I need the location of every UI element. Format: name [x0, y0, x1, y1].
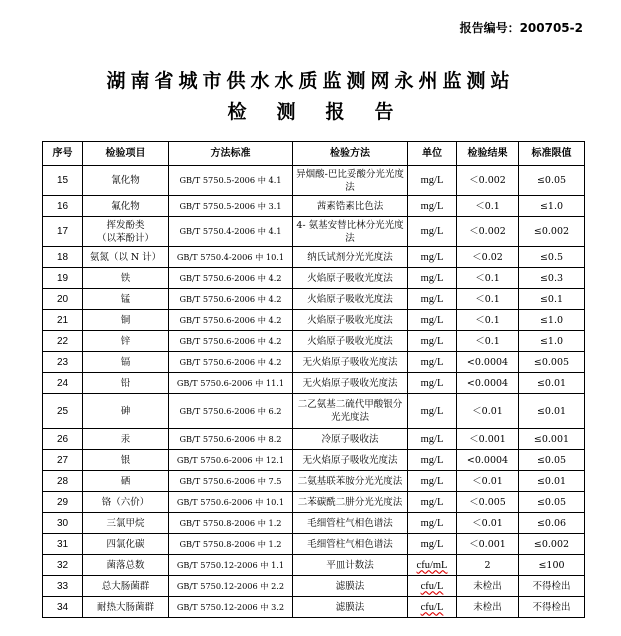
row-seq: 20 [43, 289, 83, 310]
row-method: 无火焰原子吸收光度法 [293, 373, 408, 394]
row-standard: GB/T 5750.4-2006 中 4.1 [169, 217, 293, 247]
report-title-type: 检测报告 [227, 101, 424, 123]
row-result: ＜0.005 [457, 492, 519, 513]
row-unit: mg/L [408, 310, 457, 331]
row-result: ＜0.1 [457, 196, 519, 217]
row-seq: 15 [43, 166, 83, 196]
row-item: 汞 [83, 429, 169, 450]
row-result: 未检出 [457, 576, 519, 597]
row-seq: 29 [43, 492, 83, 513]
table-row [43, 513, 585, 534]
row-standard: GB/T 5750.8-2006 中 1.2 [169, 534, 293, 555]
table-row [43, 247, 585, 268]
row-item: 砷 [83, 394, 169, 429]
table-row [43, 555, 585, 576]
row-limit: 不得检出 [519, 576, 585, 597]
row-result: ＜0.1 [457, 331, 519, 352]
row-method: 滤膜法 [293, 597, 408, 618]
row-seq: 30 [43, 513, 83, 534]
row-item: 氨氮（以 N 计） [83, 247, 169, 268]
row-item: 银 [83, 450, 169, 471]
table-row [43, 394, 585, 429]
row-limit: ≤0.001 [519, 429, 585, 450]
row-method: 二乙氨基二硫代甲酸银分光光度法 [293, 394, 408, 429]
row-standard: GB/T 5750.5-2006 中 4.1 [169, 166, 293, 196]
table-row [43, 373, 585, 394]
row-unit: mg/L [408, 289, 457, 310]
row-standard: GB/T 5750.6-2006 中 7.5 [169, 471, 293, 492]
header-method: 检验方法 [293, 142, 408, 166]
row-result: 未检出 [457, 597, 519, 618]
row-seq: 31 [43, 534, 83, 555]
row-unit: mg/L [408, 352, 457, 373]
table-row [43, 289, 585, 310]
row-result: ＜0.1 [457, 268, 519, 289]
row-item: 三氯甲烷 [83, 513, 169, 534]
row-item: 耐热大肠菌群 [83, 597, 169, 618]
header-seq: 序号 [43, 142, 83, 166]
table-row [43, 352, 585, 373]
row-item: 铁 [83, 268, 169, 289]
header-result: 检验结果 [457, 142, 519, 166]
row-method: 4- 氨基安替比林分光光度法 [293, 217, 408, 247]
row-result: ＜0.1 [457, 289, 519, 310]
row-result: ＜0.002 [457, 217, 519, 247]
row-standard: GB/T 5750.8-2006 中 1.2 [169, 513, 293, 534]
row-standard: GB/T 5750.6-2006 中 4.2 [169, 310, 293, 331]
row-unit: mg/L [408, 247, 457, 268]
table-row [43, 310, 585, 331]
table-row [43, 429, 585, 450]
row-limit: ≤1.0 [519, 310, 585, 331]
row-standard: GB/T 5750.6-2006 中 4.2 [169, 289, 293, 310]
row-result: <0.0004 [457, 450, 519, 471]
row-method: 二氨基联苯胺分光光度法 [293, 471, 408, 492]
row-limit: ≤0.06 [519, 513, 585, 534]
row-standard: GB/T 5750.6-2006 中 4.2 [169, 331, 293, 352]
row-standard: GB/T 5750.6-2006 中 8.2 [169, 429, 293, 450]
row-result: ＜0.002 [457, 166, 519, 196]
row-limit: ≤0.05 [519, 450, 585, 471]
row-limit: ≤0.002 [519, 217, 585, 247]
row-unit: cfu/L [408, 576, 457, 597]
row-result: ＜0.001 [457, 534, 519, 555]
row-seq: 19 [43, 268, 83, 289]
row-method: 纳氏试剂分光光度法 [293, 247, 408, 268]
row-limit: ≤0.05 [519, 492, 585, 513]
row-seq: 33 [43, 576, 83, 597]
table-row [43, 217, 585, 247]
row-seq: 32 [43, 555, 83, 576]
row-limit: ≤0.005 [519, 352, 585, 373]
row-unit: mg/L [408, 450, 457, 471]
row-item: 菌落总数 [83, 555, 169, 576]
row-method: 火焰原子吸收光度法 [293, 289, 408, 310]
row-seq: 28 [43, 471, 83, 492]
report-title-organization: 湖南省城市供水水质监测网永州监测站 [106, 70, 515, 92]
row-method: 火焰原子吸收光度法 [293, 331, 408, 352]
row-standard: GB/T 5750.6-2006 中 12.1 [169, 450, 293, 471]
row-result: ＜0.001 [457, 429, 519, 450]
row-limit: ≤1.0 [519, 331, 585, 352]
row-seq: 18 [43, 247, 83, 268]
row-seq: 26 [43, 429, 83, 450]
row-unit: mg/L [408, 394, 457, 429]
row-method: 毛细管柱气相色谱法 [293, 534, 408, 555]
row-seq: 22 [43, 331, 83, 352]
row-limit: 不得检出 [519, 597, 585, 618]
table-row [43, 268, 585, 289]
row-method: 冷原子吸收法 [293, 429, 408, 450]
row-limit: ≤0.1 [519, 289, 585, 310]
row-standard: GB/T 5750.12-2006 中 2.2 [169, 576, 293, 597]
row-method: 无火焰原子吸收光度法 [293, 352, 408, 373]
row-standard: GB/T 5750.5-2006 中 3.1 [169, 196, 293, 217]
row-seq: 27 [43, 450, 83, 471]
row-unit: mg/L [408, 373, 457, 394]
row-item: 总大肠菌群 [83, 576, 169, 597]
row-unit: mg/L [408, 471, 457, 492]
row-limit: ≤0.3 [519, 268, 585, 289]
row-unit: mg/L [408, 268, 457, 289]
row-method: 毛细管柱气相色谱法 [293, 513, 408, 534]
row-seq: 25 [43, 394, 83, 429]
row-result: <0.0004 [457, 352, 519, 373]
table-row [43, 492, 585, 513]
table-row [43, 196, 585, 217]
row-limit: ≤0.002 [519, 534, 585, 555]
row-unit: mg/L [408, 513, 457, 534]
row-result: ＜0.02 [457, 247, 519, 268]
row-result: ＜0.01 [457, 394, 519, 429]
table-row [43, 331, 585, 352]
row-limit: ≤0.01 [519, 394, 585, 429]
table-row [43, 597, 585, 618]
table-header-row [43, 142, 585, 166]
row-item: 铅 [83, 373, 169, 394]
row-unit: mg/L [408, 331, 457, 352]
row-method: 平皿计数法 [293, 555, 408, 576]
row-seq: 16 [43, 196, 83, 217]
row-unit: mg/L [408, 534, 457, 555]
table-row [43, 471, 585, 492]
table-row [43, 166, 585, 196]
table-row [43, 534, 585, 555]
row-unit: mg/L [408, 166, 457, 196]
row-item: 氰化物 [83, 166, 169, 196]
row-limit: ≤1.0 [519, 196, 585, 217]
header-unit: 单位 [408, 142, 457, 166]
row-method: 二苯碳酰二肼分光光度法 [293, 492, 408, 513]
row-seq: 23 [43, 352, 83, 373]
row-method: 茜素锆素比色法 [293, 196, 408, 217]
row-seq: 24 [43, 373, 83, 394]
header-limit: 标准限值 [519, 142, 585, 166]
row-standard: GB/T 5750.6-2006 中 10.1 [169, 492, 293, 513]
row-standard: GB/T 5750.12-2006 中 1.1 [169, 555, 293, 576]
row-unit: cfu/L [408, 597, 457, 618]
row-item: 挥发酚类 （以苯酚计） [83, 217, 169, 247]
row-unit: mg/L [408, 196, 457, 217]
row-standard: GB/T 5750.6-2006 中 4.2 [169, 352, 293, 373]
header-item: 检验项目 [83, 142, 169, 166]
row-unit: cfu/mL [408, 555, 457, 576]
table-row [43, 450, 585, 471]
row-method: 无火焰原子吸收光度法 [293, 450, 408, 471]
report-number: 报告编号：200705-2 [459, 21, 583, 35]
row-result: ＜0.01 [457, 513, 519, 534]
row-standard: GB/T 5750.6-2006 中 6.2 [169, 394, 293, 429]
row-method: 火焰原子吸收光度法 [293, 268, 408, 289]
row-standard: GB/T 5750.6-2006 中 4.2 [169, 268, 293, 289]
row-limit: ≤0.5 [519, 247, 585, 268]
row-limit: ≤0.01 [519, 373, 585, 394]
row-result: ＜0.1 [457, 310, 519, 331]
row-item: 铜 [83, 310, 169, 331]
row-limit: ≤0.01 [519, 471, 585, 492]
row-standard: GB/T 5750.6-2006 中 11.1 [169, 373, 293, 394]
row-standard: GB/T 5750.4-2006 中 10.1 [169, 247, 293, 268]
table-row [43, 576, 585, 597]
row-seq: 17 [43, 217, 83, 247]
row-item: 锰 [83, 289, 169, 310]
row-item: 氟化物 [83, 196, 169, 217]
row-limit: ≤0.05 [519, 166, 585, 196]
header-standard: 方法标准 [169, 142, 293, 166]
row-unit: mg/L [408, 429, 457, 450]
row-item: 铬（六价） [83, 492, 169, 513]
row-method: 滤膜法 [293, 576, 408, 597]
row-unit: mg/L [408, 217, 457, 247]
row-result: <0.0004 [457, 373, 519, 394]
row-result: 2 [457, 555, 519, 576]
row-method: 火焰原子吸收光度法 [293, 310, 408, 331]
row-seq: 21 [43, 310, 83, 331]
test-results-table [42, 141, 585, 618]
row-item: 镉 [83, 352, 169, 373]
row-item: 锌 [83, 331, 169, 352]
row-item: 四氯化碳 [83, 534, 169, 555]
row-limit: ≤100 [519, 555, 585, 576]
row-method: 异烟酸-巴比妥酸分光光度法 [293, 166, 408, 196]
row-seq: 34 [43, 597, 83, 618]
row-item: 硒 [83, 471, 169, 492]
row-unit: mg/L [408, 492, 457, 513]
row-standard: GB/T 5750.12-2006 中 3.2 [169, 597, 293, 618]
row-result: ＜0.01 [457, 471, 519, 492]
